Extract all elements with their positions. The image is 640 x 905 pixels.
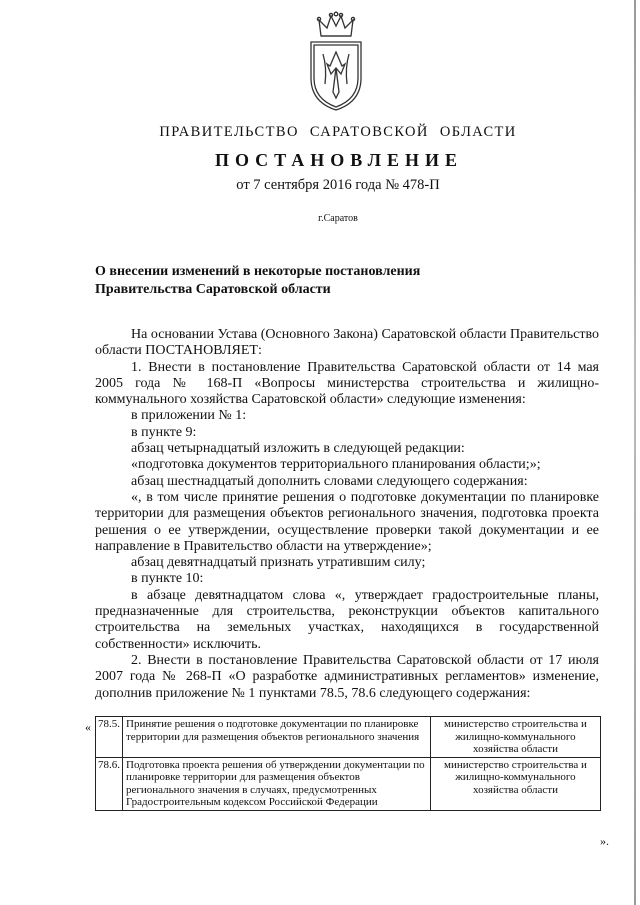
paragraph-point-10-text: в абзаце девятнадцатом слова «, утверждает градостроительные планы, предназначенные для строительства, реконструкции объектов капитального строительства на земельных участках, находящихся в государственной собственности» исключить. (95, 587, 599, 652)
paragraph-abzac-16: абзац шестнадцатый дополнить словами следующего содержания: (131, 473, 528, 489)
document-date-number: от 7 сентября 2016 года № 478-П (236, 177, 440, 193)
document-type-title: ПОСТАНОВЛЕНИЕ (214, 150, 464, 170)
quote-close: ». (600, 834, 609, 848)
document-subject (95, 263, 515, 299)
document-body (95, 327, 599, 702)
paragraph-point-10: в пункте 10: (131, 571, 204, 587)
paragraph-abzac-19: абзац девятнадцатый признать утратившим силу; (131, 555, 426, 571)
table-row (96, 717, 601, 758)
quote-open: « (85, 720, 91, 734)
paragraph-appendix-1: в приложении № 1: (131, 408, 247, 424)
responsible-body: министерство строительства и жилищно-коммунального хозяйства области (431, 717, 601, 758)
regulations-table (95, 716, 601, 811)
paragraph-item-2: 2. Внести в постановление Правительства Саратовской области от 17 июля 2007 года № 268-П «О разработке административных регламентов» изменение, дополнив приложение № 1 пунктами 78.5, 78.6 следующего содержания: (95, 652, 599, 701)
paragraph-abzac-16-text: «, в том числе принятие решения о подготовке документации по планировке территории для размещения объектов регионального значения, подготовка проекта решения о ее утверждении, осуществление проверки такой документации и ее направление в Правительство области на утверждение»; (95, 489, 599, 554)
table-row (96, 757, 601, 810)
city-name: г.Саратов (318, 213, 358, 224)
paragraph-abzac-14-text: «подготовка документов территориального планирования области;»; (131, 457, 541, 473)
paragraph-abzac-14: абзац четырнадцатый изложить в следующей редакции: (131, 441, 465, 457)
paragraph-item-1: 1. Внести в постановление Правительства Саратовской области от 14 мая 2005 года № 168-П «Вопросы министерства строительства и жилищно-коммунального хозяйства Саратовской области» следующие изменения: (95, 359, 599, 408)
row-number: 78.5. (96, 717, 123, 758)
government-name: ПРАВИТЕЛЬСТВО САРАТОВСКОЙ ОБЛАСТИ (159, 124, 517, 140)
paragraph-point-9: в пункте 9: (131, 424, 197, 440)
subject-line-2: Правительства Саратовской области (95, 282, 331, 297)
coat-of-arms-emblem (303, 6, 369, 114)
paragraph-basis: На основании Устава (Основного Закона) Саратовской области Правительство области ПОСТАНОВЛЯЕТ: (95, 327, 599, 359)
subject-line-1: О внесении изменений в некоторые постановления (95, 264, 421, 279)
row-number: 78.6. (96, 757, 123, 810)
service-name: Подготовка проекта решения об утверждении документации по планировке территории для размещения объектов регионального значения в случаях, предусмотренных Градостроительным кодексом Российской Федерации (123, 757, 431, 810)
service-name: Принятие решения о подготовке документации по планировке территории для размещения объектов регионального значения (123, 717, 431, 758)
responsible-body: министерство строительства и жилищно-коммунального хозяйства области (431, 757, 601, 810)
